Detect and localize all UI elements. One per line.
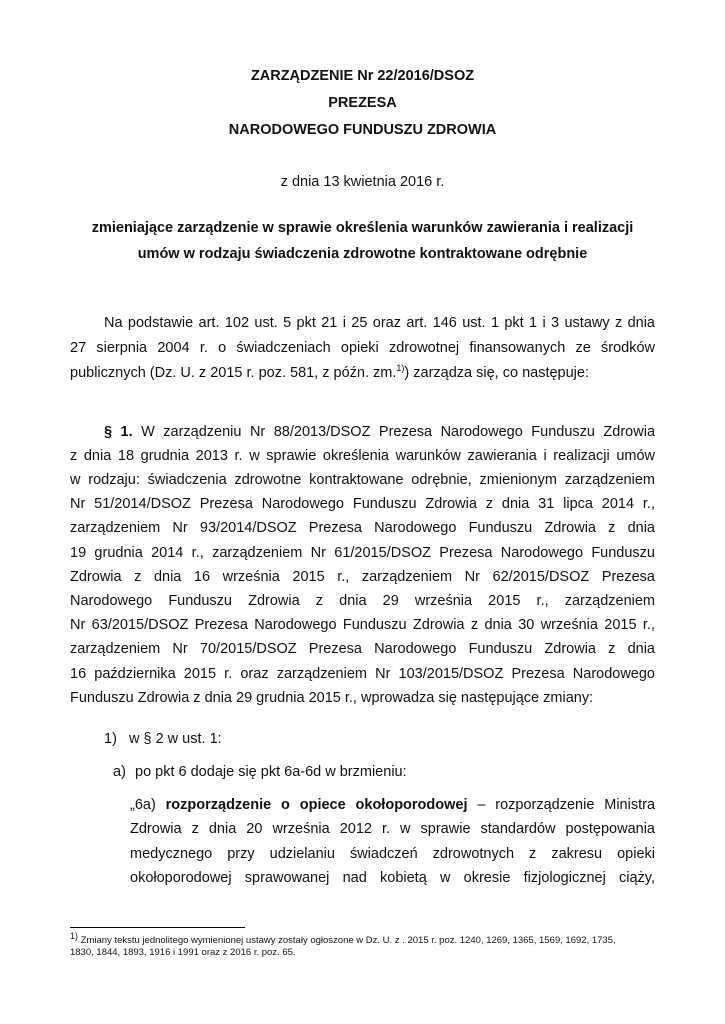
document-subject-line-1: zmieniające zarządzenie w sprawie określenia warunków zawierania i realizacji [91, 220, 634, 236]
definition-6a-line-2: Zdrowia z dnia 20 września 2012 r. w sprawie standardów postępowania [130, 821, 655, 837]
footnote-reference: 1) [396, 363, 405, 374]
document-institution: NARODOWEGO FUNDUSZU ZDROWIA [228, 122, 497, 138]
preamble-line-3-text: publicznych (Dz. U. z 2015 r. poz. 581, z późn. zm. [70, 365, 397, 381]
section-1-line-2: z dnia 18 grudnia 2013 r. w sprawie określenia warunków zawierania i realizacji umów [70, 448, 655, 464]
section-mark: § 1. [104, 424, 133, 440]
point-1-text: w § 2 w ust. 1: [129, 731, 222, 747]
document-issuer: PREZESA [328, 95, 397, 111]
point-a-number: a) [113, 764, 126, 780]
footnote-line-1-text: Zmiany tekstu jednolitego wymienionej ustawy zostały ogłoszone w Dz. U. z . 2015 r. poz. 1240, 1269, 1365, 1569, 1692, 1735, [80, 935, 616, 946]
section-1-line-10: zarządzeniem Nr 70/2015/DSOZ Prezesa Narodowego Funduszu Zdrowia z dnia [70, 641, 655, 657]
section-1-line-5: zarządzeniem Nr 93/2014/DSOZ Prezesa Narodowego Funduszu Zdrowia z dnia [70, 520, 655, 536]
point-1-number: 1) [104, 731, 117, 747]
definition-6a-line-3: medycznego przy udzielaniu świadczeń zdrowotnych z zakresu opieki [130, 846, 655, 862]
definition-6a-prefix: „6a) [130, 797, 156, 813]
section-1-line-11: 16 października 2015 r. oraz zarządzeniem Nr 103/2015/DSOZ Prezesa Narodowego [70, 666, 655, 682]
definition-6a-line-1 [130, 797, 655, 813]
footnote-line-2: 1830, 1844, 1893, 1916 i 1991 oraz z 2016 r. poz. 65. [70, 947, 296, 958]
section-1-line-8: Narodowego Funduszu Zdrowia z dnia 29 września 2015 r., zarządzeniem [70, 593, 655, 609]
section-1-line-1-text: W zarządzeniu Nr 88/2013/DSOZ Prezesa Narodowego Funduszu Zdrowia [141, 424, 656, 440]
section-1-line-7: Zdrowia z dnia 16 września 2015 r., zarządzeniem Nr 62/2015/DSOZ Prezesa [70, 569, 655, 585]
preamble-line-3-end: ) zarządza się, co następuje: [404, 365, 589, 381]
preamble-line-1: Na podstawie art. 102 ust. 5 pkt 21 i 25 oraz art. 146 ust. 1 pkt 1 i 3 ustawy z dnia [104, 315, 655, 331]
footnote-line-1 [70, 930, 655, 947]
section-1-line-1 [104, 424, 655, 440]
section-1-line-3: w rodzaju: świadczenia zdrowotne kontraktowane odrębnie, zmienionym zarządzeniem [70, 472, 655, 488]
footnote-separator [70, 927, 245, 928]
document-date: z dnia 13 kwietnia 2016 r. [280, 174, 445, 190]
preamble-line-2: 27 sierpnia 2004 r. o świadczeniach opieki zdrowotnej finansowanych ze środków [70, 340, 655, 356]
section-1-line-6: 19 grudnia 2014 r., zarządzeniem Nr 61/2015/DSOZ Prezesa Narodowego Funduszu [70, 545, 655, 561]
definition-6a-term: rozporządzenie o opiece okołoporodowej [165, 797, 468, 813]
definition-6a-line-4: okołoporodowej sprawowanej nad kobietą w okresie fizjologicznej ciąży, [130, 870, 655, 886]
footnote [70, 930, 655, 959]
preamble-line-3 [70, 365, 589, 381]
section-1-line-4: Nr 51/2014/DSOZ Prezesa Narodowego Funduszu Zdrowia z dnia 31 lipca 2014 r., [70, 496, 655, 512]
definition-6a-text: – rozporządzenie Ministra [477, 797, 656, 813]
document-title: ZARZĄDZENIE Nr 22/2016/DSOZ [250, 68, 475, 84]
section-1-line-9: Nr 63/2015/DSOZ Prezesa Narodowego Funduszu Zdrowia z dnia 30 września 2015 r., [70, 617, 655, 633]
footnote-marker: 1) [70, 930, 79, 941]
section-1-line-12: Funduszu Zdrowia z dnia 29 grudnia 2015 r., wprowadza się następujące zmiany: [70, 690, 594, 706]
document-subject-line-2: umów w rodzaju świadczenia zdrowotne kontraktowane odrębnie [137, 246, 588, 262]
point-a-text: po pkt 6 dodaje się pkt 6a-6d w brzmieniu: [135, 764, 407, 780]
